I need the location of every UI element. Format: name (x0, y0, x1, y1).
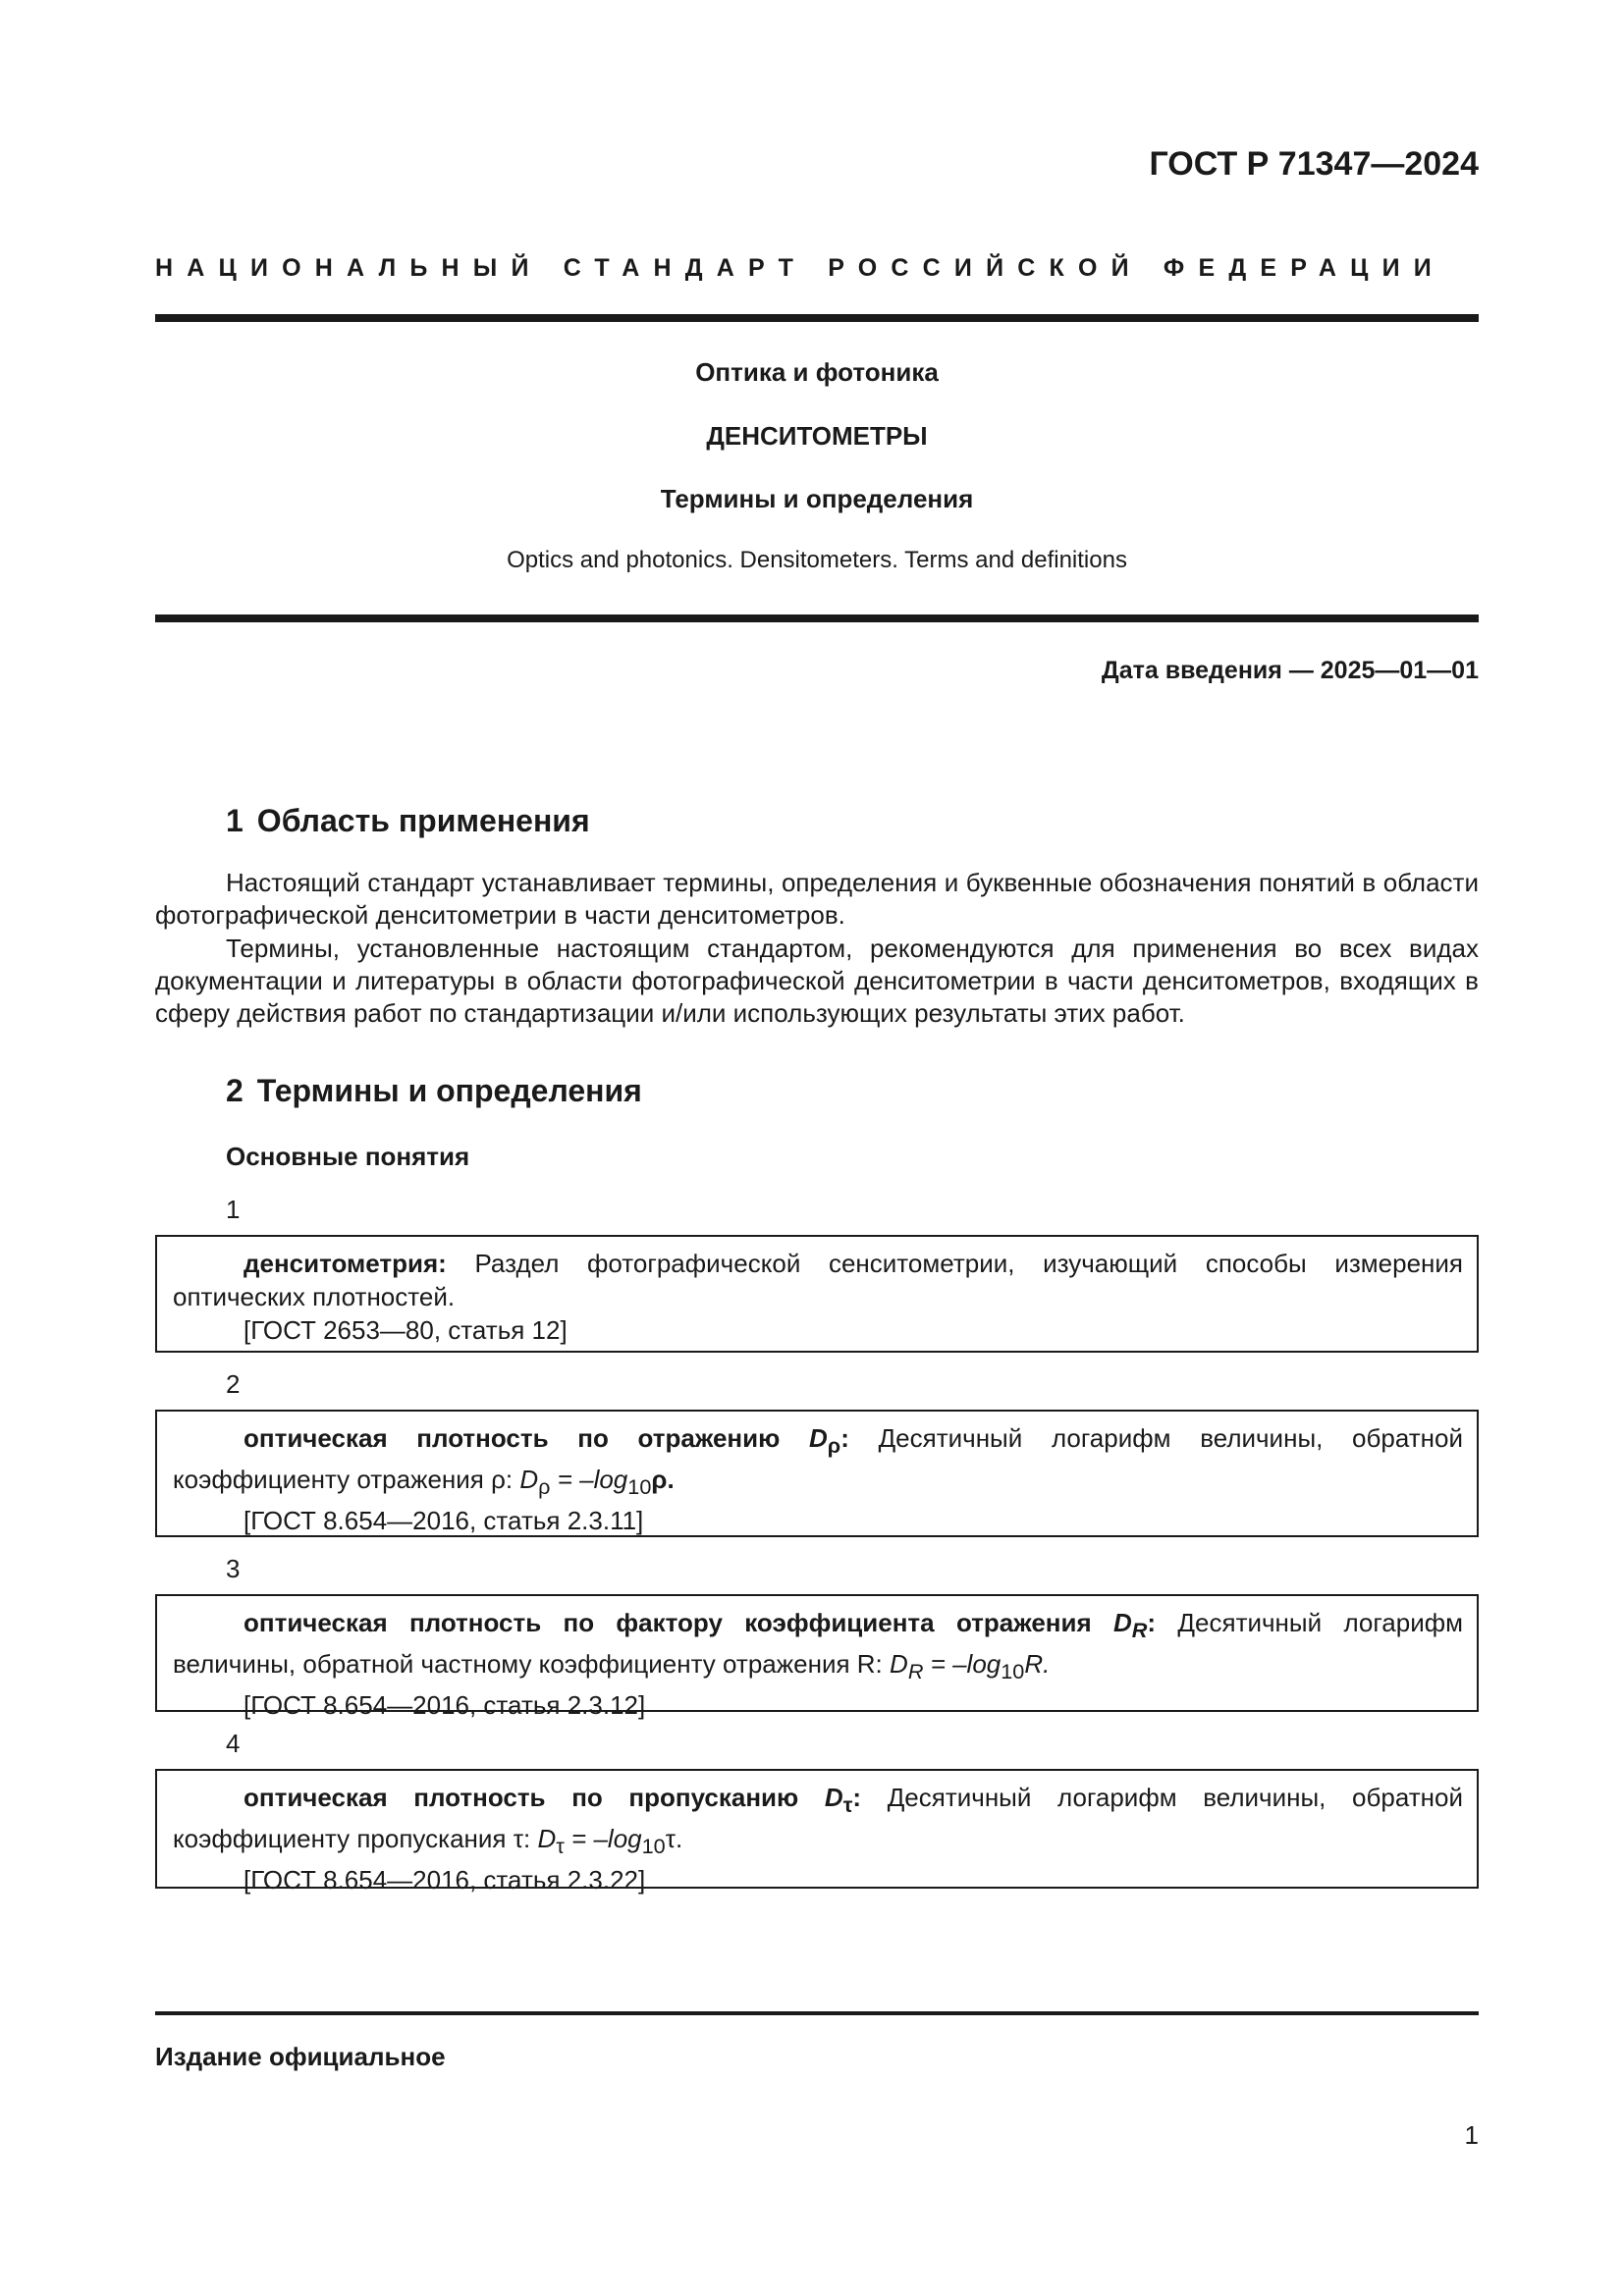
document-id: ГОСТ Р 71347—2024 (1149, 145, 1479, 183)
formula-rhs: = –log (930, 1649, 1001, 1680)
title-rule (155, 614, 1479, 622)
section-number: 2 (226, 1073, 244, 1108)
term-definition: Раздел фотографической сенситометрии, изучающий способы измерения оптических плотностей. (173, 1249, 1463, 1311)
edition-note: Издание официальное (155, 2042, 446, 2071)
formula-argument: R. (1024, 1649, 1051, 1680)
section-1-heading (226, 803, 590, 839)
term-name: оптическая плотность по пропусканию (244, 1783, 799, 1812)
formula-rhs: = –log (557, 1465, 628, 1495)
formula-rhs: = –log (571, 1824, 642, 1854)
national-standard-banner: НАЦИОНАЛЬНЫЙ СТАНДАРТ РОССИЙСКОЙ ФЕДЕРАЦИИ (155, 254, 1445, 282)
scope-paragraph-2: Термины, установленные настоящим стандартом, рекомендуются для применения во всех видах документации и литературы в области фотографической денситометрии в части денситометров, входящих в сферу действия работ по стандартизации и/или использующих результаты этих работ. (155, 934, 1479, 1028)
term-symbol-subscript: τ (842, 1792, 853, 1818)
page-number: 1 (1464, 2120, 1479, 2150)
introduction-date: Дата введения — 2025—01—01 (1101, 657, 1479, 684)
section-title: Термины и определения (256, 1073, 642, 1108)
formula-lhs: D (519, 1465, 539, 1495)
formula-argument: ρ. (651, 1465, 675, 1495)
term-symbol: D (1113, 1608, 1132, 1637)
term-number: 3 (226, 1554, 241, 1583)
standard-field: Оптика и фотоника (695, 357, 939, 387)
section-2-heading (226, 1073, 642, 1109)
term-source: [ГОСТ 8.654—2016, статья 2.3.22] (244, 1865, 646, 1896)
formula-log-base: 10 (641, 1834, 666, 1859)
scope-paragraph-1: Настоящий стандарт устанавливает термины, определения и буквенные обозначения понятий в области фотографической денситометрии в части денситометров. (155, 868, 1479, 930)
term-name: оптическая плотность по фактору коэффициента отражения (244, 1608, 1092, 1637)
formula-lhs-subscript: R (907, 1659, 924, 1684)
term-source: [ГОСТ 8.654—2016, статья 2.3.12] (244, 1690, 646, 1721)
standard-title: ДЕНСИТОМЕТРЫ (706, 421, 928, 451)
english-title: Optics and photonics. Densitometers. Terms and definitions (507, 547, 1127, 573)
section-number: 1 (226, 803, 244, 838)
footer-rule (155, 2011, 1479, 2015)
section-title: Область применения (256, 803, 590, 838)
term-source: [ГОСТ 8.654—2016, статья 2.3.11] (244, 1506, 644, 1536)
term-entry: оптическая плотность по фактору коэффициента отражения $D_R$: Десятичный логарифм величины, обратной частному коэффициенту отражения R: $D_R = -\log_{10}R$. [ГОСТ 8.654—2016, статья 2.3.12] (155, 1594, 1479, 1712)
term-number: 4 (226, 1729, 241, 1758)
standard-subtitle: Термины и определения (660, 484, 974, 513)
term-source: [ГОСТ 2653—80, статья 12] (244, 1315, 568, 1345)
term-name: оптическая плотность по отражению (244, 1423, 781, 1453)
term-number: 2 (226, 1369, 241, 1399)
formula-log-base: 10 (627, 1474, 652, 1500)
term-symbol: D (809, 1423, 828, 1453)
term-name: денситометрия: (244, 1249, 447, 1278)
term-symbol: D (824, 1783, 843, 1812)
formula-lhs: D (537, 1824, 557, 1854)
term-symbol-subscript: R (1131, 1618, 1148, 1643)
formula-argument: τ. (665, 1824, 683, 1854)
formula-log-base: 10 (1001, 1659, 1025, 1684)
subsection-heading: Основные понятия (226, 1142, 470, 1171)
term-entry: оптическая плотность по отражению $D_\rho$: Десятичный логарифм величины, обратной коэффициенту отражения ρ: $D_\rho = -\log_{10}\rho$. [ГОСТ 8.654—2016, статья 2.3.11] (155, 1410, 1479, 1537)
term-entry (155, 1235, 1479, 1353)
formula-lhs-subscript: ρ (538, 1474, 551, 1500)
term-number: 1 (226, 1195, 241, 1224)
term-definition: Десятичный логарифм величины, обратной коэффициенту пропускания τ: (173, 1783, 1463, 1854)
term-definition: Десятичный логарифм величины, обратной коэффициенту отражения ρ: (173, 1423, 1463, 1495)
formula-lhs: D (890, 1649, 908, 1680)
term-symbol-subscript: ρ (827, 1433, 841, 1459)
term-definition: Десятичный логарифм величины, обратной частному коэффициенту отражения R: (173, 1608, 1463, 1680)
formula-lhs-subscript: τ (556, 1834, 565, 1859)
term-entry: оптическая плотность по пропусканию $D_\tau$: Десятичный логарифм величины, обратной коэффициенту пропускания τ: $D_\tau = -\log_{10}\tau$. [ГОСТ 8.654—2016, статья 2.3.22] (155, 1769, 1479, 1889)
header-rule (155, 314, 1479, 322)
